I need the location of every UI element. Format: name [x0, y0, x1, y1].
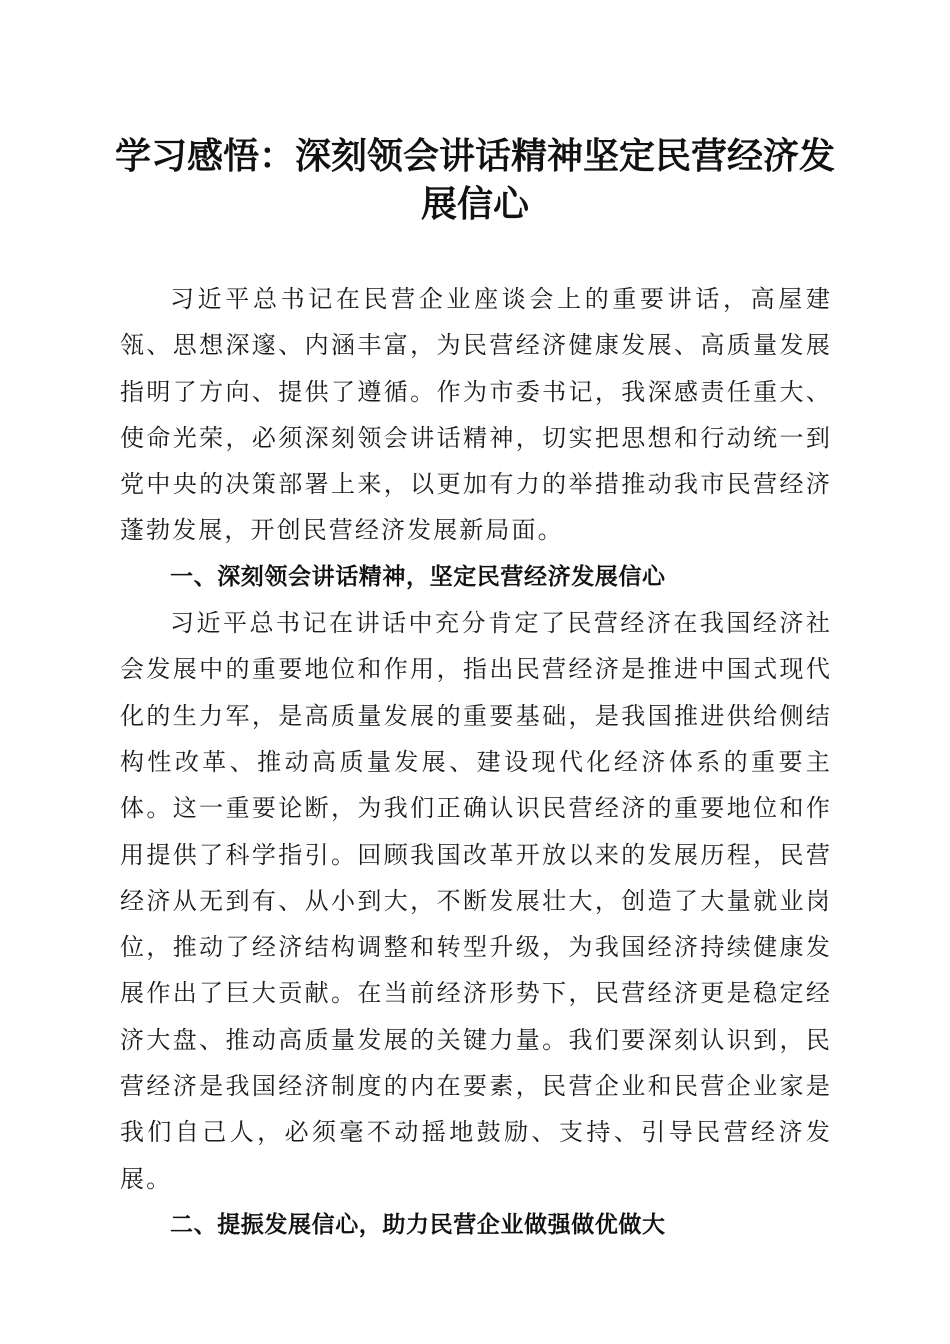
- document-body: [120, 276, 832, 1248]
- section-1-paragraph: 习近平总书记在讲话中充分肯定了民营经济在我国经济社会发展中的重要地位和作用，指出民营经济是推进中国式现代化的生力军，是高质量发展的重要基础，是我国推进供给侧结构性改革、推动高质量发展、建设现代化经济体系的重要主体。这一重要论断，为我们正确认识民营经济的重要地位和作用提供了科学指引。回顾我国改革开放以来的发展历程，民营经济从无到有、从小到大，不断发展壮大，创造了大量就业岗位，推动了经济结构调整和转型升级，为我国经济持续健康发展作出了巨大贡献。在当前经济形势下，民营经济更是稳定经济大盘、推动高质量发展的关键力量。我们要深刻认识到，民营经济是我国经济制度的内在要素，民营企业和民营企业家是我们自己人，必须毫不动摇地鼓励、支持、引导民营经济发展。: [120, 609, 832, 1193]
- section-heading-1: 一、深刻领会讲话精神，坚定民营经济发展信心: [170, 563, 666, 590]
- document-title: 学习感悟：深刻领会讲话精神坚定民营经济发展信心: [114, 135, 835, 225]
- intro-paragraph: 习近平总书记在民营企业座谈会上的重要讲话，高屋建瓴、思想深邃、内涵丰富，为民营经济健康发展、高质量发展指明了方向、提供了遵循。作为市委书记，我深感责任重大、使命光荣，必须深刻领会讲话精神，切实把思想和行动统一到党中央的决策部署上来，以更加有力的举措推动我市民营经济蓬勃发展，开创民营经济发展新局面。: [120, 285, 832, 545]
- section-heading-2: 二、提振发展信心，助力民营企业做强做优做大: [170, 1211, 666, 1238]
